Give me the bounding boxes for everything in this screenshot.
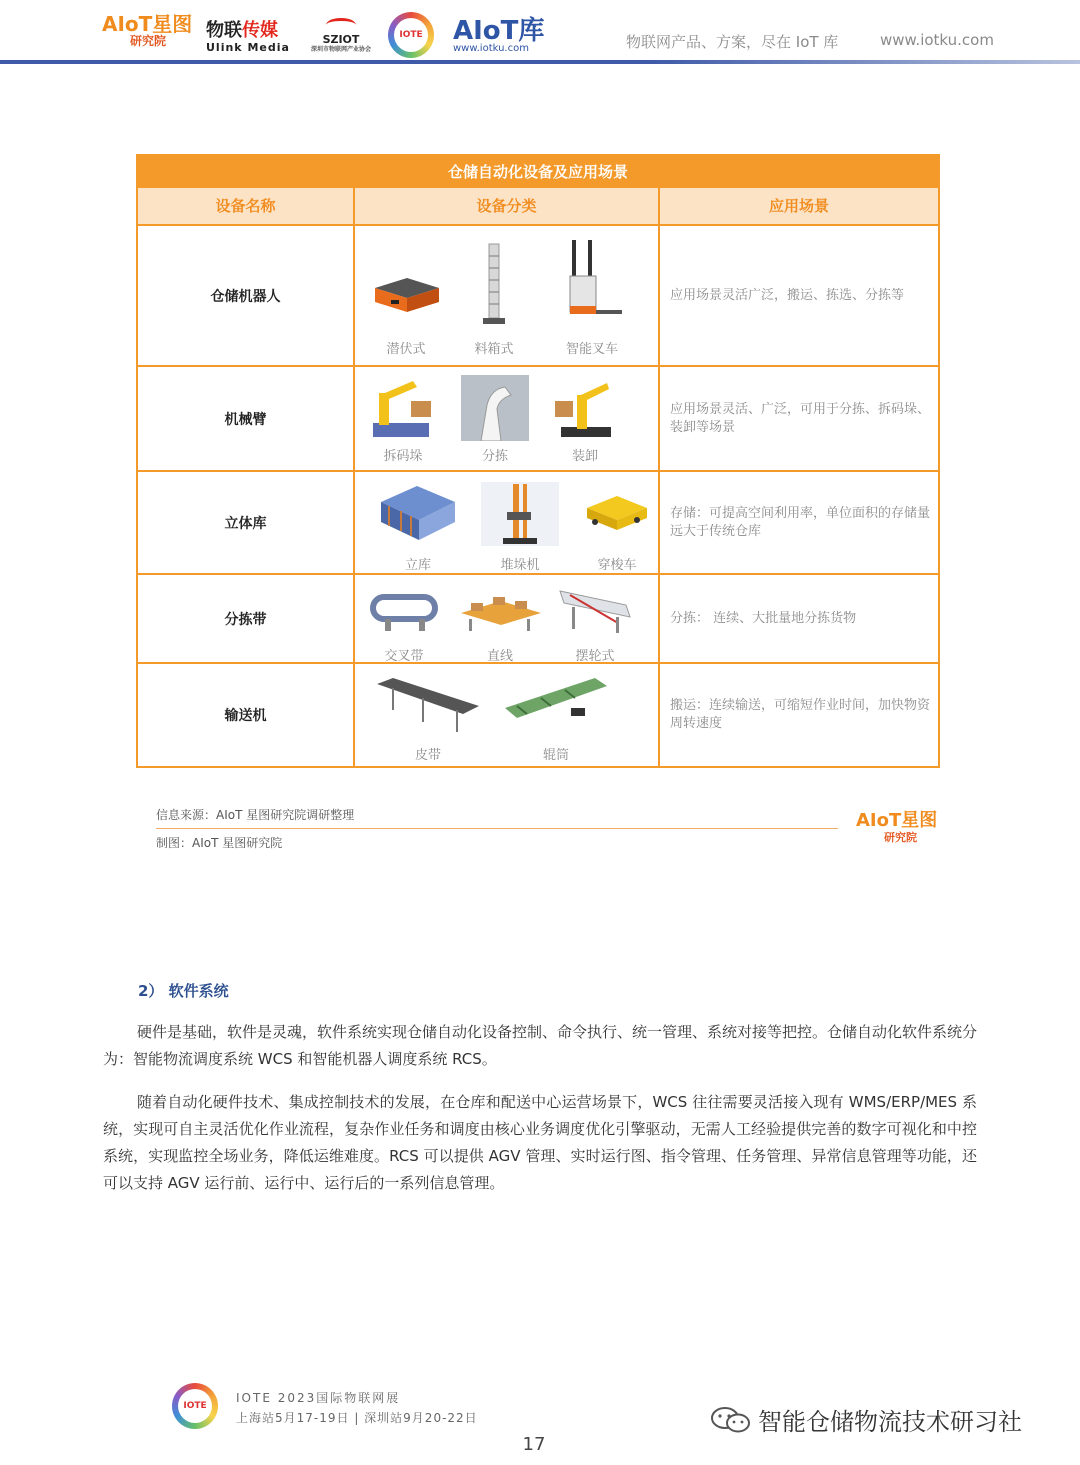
source-info: 信息来源：AIoT 星图研究院调研整理: [156, 808, 355, 822]
item-smart-forklift: [541, 240, 643, 360]
item-label: 拆码垛: [383, 449, 423, 464]
paragraph: 随着自动化硬件技术、集成控制技术的发展，在仓库和配送中心运营场景下，WCS 往往需要灵活接入现有 WMS/ERP/MES 系统，实现可自主灵活优化作业流程，复杂作业任务和调度由核心业务调度优化引擎驱动，无需人工经验提供完善的数字可视化和中控系统，实现监控全场业务，降低运维难度。RCS 可以提供 AGV 管理、实时运行图、指令管理、任务管理、异常信息管理等功能，还可以支持 AGV 运行前、运行中、运行后的一系列信息管理。: [103, 1093, 977, 1192]
as-rs-image: [377, 482, 459, 546]
item-label: 立库: [404, 558, 431, 573]
page-header: [0, 0, 1080, 66]
palletizing-arm-image: [365, 375, 441, 441]
item-label: 分拣: [481, 449, 508, 464]
device-category-cell: [355, 472, 658, 573]
device-name: 输送机: [224, 708, 267, 724]
sziot-logo: [309, 18, 373, 53]
item-label: 辊筒: [542, 748, 569, 763]
header-slogan: 物联网产品、方案，尽在 IoT 库: [626, 33, 839, 51]
device-name: 机械臂: [224, 411, 267, 428]
section-title: 2） 软件系统: [138, 982, 229, 1000]
application-text: 分拣： 连续、大批量地分拣货物: [670, 610, 857, 626]
equipment-table: [136, 154, 940, 768]
device-name: 分拣带: [224, 611, 267, 628]
sziot-ring-icon: [326, 18, 356, 32]
item-wheel-sorter: [553, 583, 637, 663]
item-shuttle: [577, 482, 657, 572]
footer-logo-text: IOTE: [178, 1389, 212, 1423]
source-logo-sub: 研究院: [884, 831, 917, 844]
device-name: 仓储机器人: [210, 288, 281, 305]
header-device-category: 设备分类: [476, 197, 537, 215]
cross-belt-sorter-image: [365, 583, 443, 637]
ulink-logo-b: 传媒: [242, 20, 278, 41]
linear-sorter-image: [457, 583, 543, 637]
source-logo: [856, 812, 937, 843]
table-row: [138, 472, 938, 575]
device-name: 立体库: [224, 515, 267, 532]
latent-agv-image: [367, 240, 445, 330]
device-category-cell: [355, 367, 658, 470]
item-label: 料箱式: [474, 342, 514, 357]
item-roller-conveyor: [501, 672, 611, 762]
footer-iote-logo: [172, 1383, 218, 1429]
table-title: 仓储自动化设备及应用场景: [138, 156, 938, 188]
item-latent-agv: [365, 240, 447, 360]
watermark: [710, 1402, 1022, 1437]
item-belt-conveyor: [363, 672, 493, 762]
aiot-logo: [102, 14, 192, 47]
item-linear-sorter: [453, 583, 547, 663]
bin-robot-image: [455, 240, 533, 330]
item-label: 穿梭车: [597, 558, 637, 573]
ulink-logo-sub: Ulink Media: [206, 41, 290, 54]
item-loading-arm: [545, 375, 625, 467]
belt-conveyor-image: [373, 672, 483, 738]
item-bin-robot: [453, 240, 535, 360]
shuttle-image: [581, 482, 653, 546]
item-label: 智能叉车: [565, 342, 618, 357]
application-text: 应用场景灵活、广泛，可用于分拣、拆码垛、 装卸等场景: [670, 401, 931, 435]
table-row: [138, 367, 938, 472]
loading-arm-image: [547, 375, 623, 441]
item-stacker-crane: [477, 482, 563, 572]
aiot-logo-sub: 研究院: [130, 34, 167, 48]
roller-conveyor-image: [501, 672, 611, 738]
wheel-sorter-image: [556, 583, 634, 637]
iote-logo-text: IOTE: [394, 18, 428, 52]
aiotku-logo: [453, 18, 544, 54]
iote-logo: [388, 12, 434, 58]
ulink-logo-a: 物联: [206, 20, 242, 41]
application-text: 应用场景灵活广泛，搬运、拣选、分拣等: [670, 287, 905, 303]
item-label: 摆轮式: [575, 649, 615, 664]
smart-forklift-image: [552, 240, 632, 330]
device-category-cell: [355, 226, 658, 365]
header-device-name: 设备名称: [215, 197, 276, 215]
item-as-rs: [373, 482, 463, 572]
page-number: 17: [522, 1434, 546, 1455]
table-row: [138, 664, 938, 766]
item-palletizing: [363, 375, 443, 467]
item-cross-belt: [363, 583, 445, 663]
header-application: 应用场景: [768, 197, 829, 215]
item-label: 装卸: [571, 449, 598, 464]
device-category-cell: [355, 575, 658, 662]
chart-credit: 制图：AIoT 星图研究院: [156, 836, 283, 850]
sorting-arm-image: [461, 375, 529, 441]
application-text: 存储：可提高空间利用率，单位面积的存储量远大于传统仓库: [670, 505, 931, 539]
source-logo-text: AIoT星图: [856, 810, 938, 831]
item-label: 皮带: [414, 748, 441, 763]
watermark-text: 智能仓储物流技术研习社: [758, 1408, 1022, 1436]
table-row: [138, 575, 938, 664]
stacker-crane-image: [481, 482, 559, 546]
table-row: [138, 226, 938, 367]
ulink-logo: [206, 22, 290, 53]
item-sorting-arm: [455, 375, 535, 467]
item-label: 交叉带: [384, 649, 424, 664]
table-header-row: [138, 188, 938, 226]
footer-expo-dates: 上海站5月17-19日 | 深圳站9月20-22日: [236, 1411, 478, 1425]
paragraph: 硬件是基础，软件是灵魂，软件系统实现仓储自动化设备控制、命令执行、统一管理、系统对接等把控。仓储自动化软件系统分为：智能物流调度系统 WCS 和智能机器人调度系统 RCS。: [103, 1023, 978, 1068]
application-text: 搬运：连续输送，可缩短作业时间，加快物资周转速度: [670, 698, 931, 731]
sziot-logo-text: SZIOT: [322, 33, 360, 46]
aiot-logo-text: AIoT星图: [102, 12, 193, 36]
sziot-logo-sub: 深圳市物联网产业协会: [310, 46, 371, 53]
device-category-cell: [355, 664, 658, 766]
item-label: 堆垛机: [500, 558, 540, 573]
header-url[interactable]: www.iotku.com: [880, 31, 994, 49]
aiotku-logo-text: AIoT库: [453, 16, 545, 46]
footer-expo-title: IOTE 2023国际物联网展: [236, 1391, 401, 1405]
aiotku-logo-sub: www.iotku.com: [453, 43, 529, 54]
wechat-icon: [710, 1405, 752, 1435]
item-label: 潜伏式: [386, 342, 426, 357]
item-label: 直线: [486, 649, 513, 664]
header-divider: [0, 60, 1080, 64]
source-divider: [156, 828, 838, 829]
